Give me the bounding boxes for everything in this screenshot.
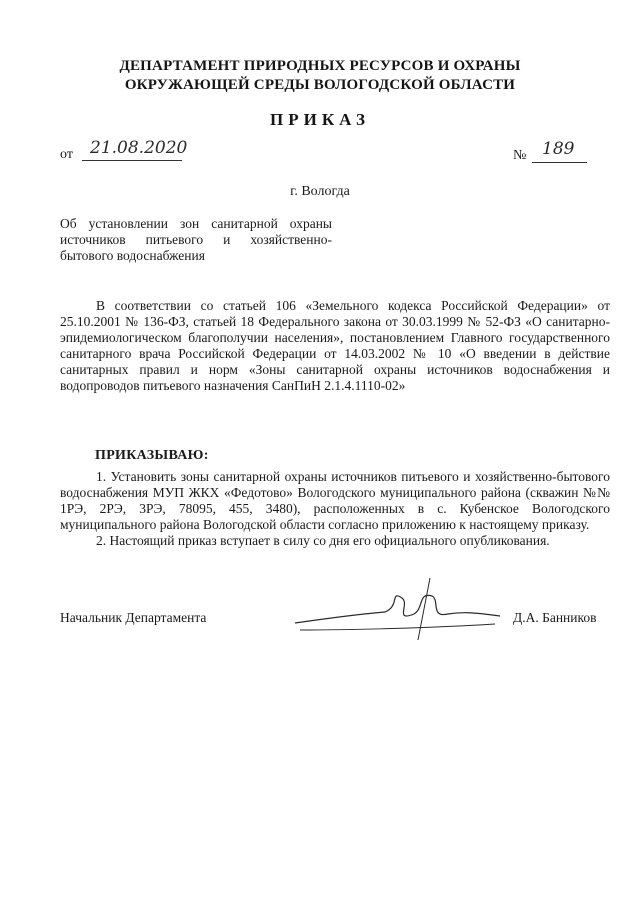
subject-text: Об установлении зон санитарной охраны источников питьевого и хозяйственно-бытового водоснабжения <box>60 216 332 263</box>
handwritten-signature <box>290 578 510 648</box>
department-name-line-2: ОКРУЖАЮЩЕЙ СРЕДЫ ВОЛОГОДСКОЙ ОБЛАСТИ <box>124 77 516 93</box>
date-label: от <box>60 147 73 162</box>
handwritten-number: 189 <box>542 139 575 159</box>
preamble-text: В соответствии со статьей 106 «Земельного кодекса Российской Федерации» от 25.10.2001 № 136-ФЗ, статьей 18 Федерального закона от 30.03.1999 № 52-ФЗ «О санитарно-эпидемиологическом благополучии населения», постановлением Главного государственного санитарного врача Российской Федерации от 14.03.2002 № 10 «О введении в действие санитарных правил и норм «Зоны санитарной охраны источников водоснабжения и водопроводов питьевого назначения СанПиН 2.1.4.1110-02» <box>60 298 610 393</box>
order-item-2: 2. Настоящий приказ вступает в силу со дня его официального опубликования. <box>96 533 550 548</box>
handwritten-date: 21.08.2020 <box>90 138 188 158</box>
order-items <box>60 469 610 549</box>
city-line: г. Вологда <box>290 184 350 199</box>
document-title: ПРИКАЗ <box>270 110 370 129</box>
date-field <box>82 138 188 161</box>
department-name-line-1: ДЕПАРТАМЕНТ ПРИРОДНЫХ РЕСУРСОВ И ОХРАНЫ <box>119 58 521 74</box>
preamble-block <box>60 298 610 394</box>
order-item-1: 1. Установить зоны санитарной охраны источников питьевого и хозяйственно-бытового водоснабжения МУП ЖКХ «Федотово» Вологодского муниципального района (скважин №№ 1РЭ, 2РЭ, 3РЭ, 78095, 455, 3480), расположенных в с. Кубенское Вологодского муниципального района Вологодской области согласно приложению к настоящему приказу. <box>60 469 610 532</box>
number-field <box>532 139 587 163</box>
number-label: № <box>513 148 527 163</box>
signatory-position: Начальник Департамента <box>60 610 207 625</box>
signatory-name: Д.А. Банников <box>513 610 597 625</box>
document-subject <box>60 216 332 264</box>
order-heading: ПРИКАЗЫВАЮ: <box>95 448 209 463</box>
